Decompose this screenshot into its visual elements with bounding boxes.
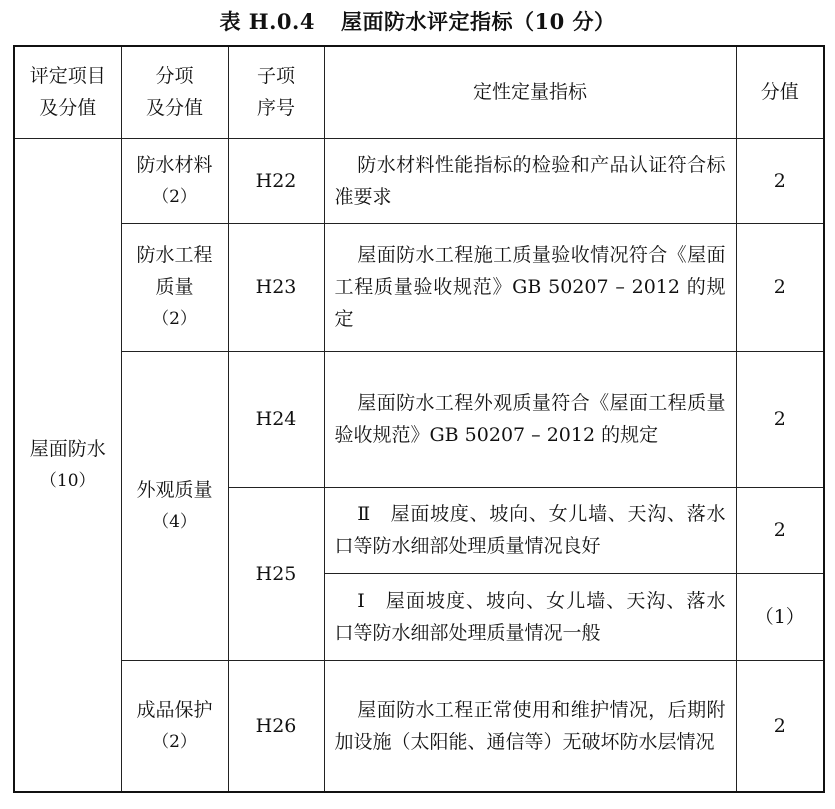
row-code: H22	[228, 138, 324, 223]
project-cell	[14, 138, 121, 792]
header-project: 评定项目 及分值	[14, 46, 121, 138]
group-cell: 防水材料 （2）	[121, 138, 228, 223]
table-row	[14, 138, 824, 223]
row-code: H26	[228, 660, 324, 792]
row-text: Ⅱ 屋面坡度、坡向、女儿墙、天沟、落水口等防水细部处理质量情况良好	[324, 487, 736, 573]
table-number: 表 H.0.4	[219, 9, 315, 34]
header-indicator: 定性定量指标	[324, 46, 736, 138]
row-code: H24	[228, 351, 324, 487]
table-title-text: 屋面防水评定指标（10 分）	[340, 9, 616, 34]
table-title	[0, 6, 835, 36]
header-code: 子项 序号	[228, 46, 324, 138]
header-value: 分值	[736, 46, 824, 138]
table-row	[14, 223, 824, 351]
row-text: 屋面防水工程正常使用和维护情况，后期附加设施（太阳能、通信等）无破坏防水层情况	[324, 660, 736, 792]
header-row	[14, 46, 824, 138]
project-name: 屋面防水	[29, 437, 106, 460]
row-value: 2	[736, 660, 824, 792]
row-text: 屋面防水工程外观质量符合《屋面工程质量验收规范》GB 50207 – 2012 的规定	[324, 351, 736, 487]
row-code: H23	[228, 223, 324, 351]
header-item: 分项 及分值	[121, 46, 228, 138]
group-cell: 成品保护 （2）	[121, 660, 228, 792]
row-value: 2	[736, 223, 824, 351]
table-row	[14, 660, 824, 792]
evaluation-table	[13, 45, 825, 793]
row-value: 2	[736, 487, 824, 573]
row-code: H25	[228, 487, 324, 660]
row-value: 2	[736, 138, 824, 223]
row-text: Ⅰ 屋面坡度、坡向、女儿墙、天沟、落水口等防水细部处理质量情况一般	[324, 573, 736, 660]
row-value: 2	[736, 351, 824, 487]
row-text: 防水材料性能指标的检验和产品认证符合标准要求	[324, 138, 736, 223]
row-value: （1）	[736, 573, 824, 660]
project-score: （10）	[39, 470, 96, 491]
group-cell: 外观质量 （4）	[121, 351, 228, 660]
group-cell: 防水工程 质量 （2）	[121, 223, 228, 351]
row-text: 屋面防水工程施工质量验收情况符合《屋面工程质量验收规范》GB 50207 – 2012 的规定	[324, 223, 736, 351]
table-row	[14, 351, 824, 487]
